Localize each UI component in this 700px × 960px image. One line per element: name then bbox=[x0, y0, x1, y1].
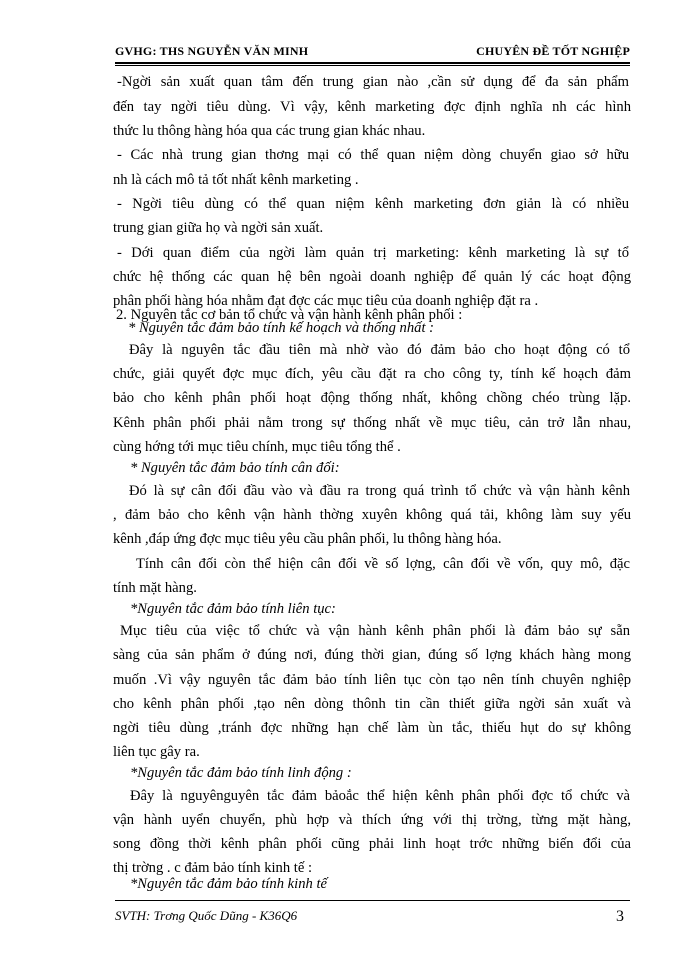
principle-heading: *Nguyên tắc đảm bảo tính linh động : bbox=[130, 765, 352, 781]
text-line: thị trờng . c đảm bảo tính kinh tế : bbox=[113, 860, 313, 876]
text-line: bảo cho kênh phân phối hoạt động thống nhất, không chồng chéo trùng lặp. bbox=[113, 390, 631, 406]
text-line: song đồng thời kênh phân phối cũng phải linh hoạt trớc những biến đổi của bbox=[113, 836, 631, 852]
principle-heading: *Nguyên tắc đảm bảo tính kinh tế bbox=[130, 876, 327, 892]
header-advisor: GVHG: THS NGUYỄN VĂN MINH bbox=[115, 44, 309, 58]
text-line: sàng của sản phẩm ở đúng nơi, đúng thời gian, đúng số lợng khách hàng mong bbox=[113, 647, 631, 663]
text-line: cho kênh phân phối ,tạo nên dòng thônh tin cần thiết giữa ngời sản xuất và bbox=[113, 696, 631, 712]
text-line: - Dới quan điểm của ngời làm quản trị marketing: kênh marketing là sự tổ bbox=[117, 245, 629, 261]
text-line: Đó là sự cân đối đầu vào và đầu ra trong quá trình tổ chức và vận hành kênh bbox=[129, 483, 630, 499]
text-line: Đây là nguyênguyên tắc đảm bảoắc thể hiện kênh phân phối đợc tổ chức và bbox=[130, 788, 630, 804]
text-line: kênh ,đáp ứng đợc mục tiêu yêu cầu phân phối, lu thông hàng hóa. bbox=[113, 531, 502, 547]
text-line: thức lu thông hàng hóa qua các trung gian khác nhau. bbox=[113, 123, 426, 139]
text-line: tính mặt hàng. bbox=[113, 580, 197, 596]
text-line: Mục tiêu của việc tổ chức và vận hành kênh phân phối là đảm bảo sự sẵn bbox=[120, 623, 630, 639]
footer-student: SVTH: Trơng Quốc Dũng - K36Q6 bbox=[115, 908, 298, 923]
text-line: chức, giải quyết đợc mục đích, yêu cầu đặt ra cho công ty, tính kế hoạch đảm bbox=[113, 366, 631, 382]
text-line: chức hệ thống các quan hệ bên ngoài doanh nghiệp để quản lý các hoạt động bbox=[113, 269, 631, 285]
text-line: Tính cân đối còn thể hiện cân đối về số lợng, cân đối về vốn, quy mô, đặc bbox=[136, 556, 630, 572]
header-divider bbox=[115, 62, 630, 64]
page-footer bbox=[115, 908, 630, 930]
text-line: trung gian giữa họ và ngời sản xuất. bbox=[113, 220, 324, 236]
text-line: vận hành uyển chuyển, phù hợp và thích ứng với thị trờng, từng mặt hàng, bbox=[113, 812, 631, 828]
text-line: -Ngời sản xuất quan tâm đến trung gian nào ,cần sử dụng để đa sản phẩm bbox=[117, 74, 629, 90]
footer-divider bbox=[115, 900, 630, 901]
principle-heading: * Nguyên tắc đảm bảo tính kế hoạch và thống nhất : bbox=[128, 320, 435, 336]
text-line: nh là cách mô tả tốt nhất kênh marketing . bbox=[113, 172, 359, 188]
text-line: muốn .Vì vậy nguyên tắc đảm bảo tính liên tục còn tạo nên tính chuyên nghiệp bbox=[113, 672, 631, 688]
text-line: Đây là nguyên tắc đầu tiên mà nhờ vào đó đảm bảo cho hoạt động có tổ bbox=[129, 342, 630, 358]
text-line: ngời tiêu dùng ,tránh đợc những hạn chế làm ùn tắc, thiếu hụt do sự không bbox=[113, 720, 631, 736]
text-line: phân phối hàng hóa nhằm đạt đợc các mục tiêu của doanh nghiệp đặt ra . bbox=[113, 293, 539, 309]
page-header bbox=[115, 42, 630, 62]
text-line: cùng hớng tới mục tiêu chính, mục tiêu tổng thể . bbox=[113, 439, 401, 455]
text-line: liên tục gây ra. bbox=[113, 744, 200, 760]
section-heading: 2. Nguyên tắc cơ bản tổ chức và vận hành kênh phân phối : bbox=[116, 307, 463, 323]
text-line: Kênh phân phối phải nằm trong sự thống nhất về mục tiêu, cản trở lẫn nhau, bbox=[113, 415, 631, 431]
principle-heading: *Nguyên tắc đảm bảo tính liên tục: bbox=[130, 601, 336, 617]
text-line: - Ngời tiêu dùng có thể quan niệm kênh marketing đơn giản là có nhiều bbox=[117, 196, 629, 212]
text-line: đến tay ngời tiêu dùng. Vì vậy, kênh marketing đợc định nghĩa nh các hình bbox=[113, 99, 631, 115]
header-title: CHUYÊN ĐỀ TỐT NGHIỆP bbox=[476, 44, 630, 58]
principle-heading: * Nguyên tắc đảm bảo tính cân đối: bbox=[130, 460, 340, 476]
text-line: - Các nhà trung gian thơng mại có thể quan niệm dòng chuyển giao sở hữu bbox=[117, 147, 629, 163]
text-line: , đảm bảo cho kênh vận hành thờng xuyên không quá tải, không làm suy yếu bbox=[113, 507, 631, 523]
page-number: 3 bbox=[616, 908, 624, 925]
header-divider-thin bbox=[115, 65, 630, 66]
